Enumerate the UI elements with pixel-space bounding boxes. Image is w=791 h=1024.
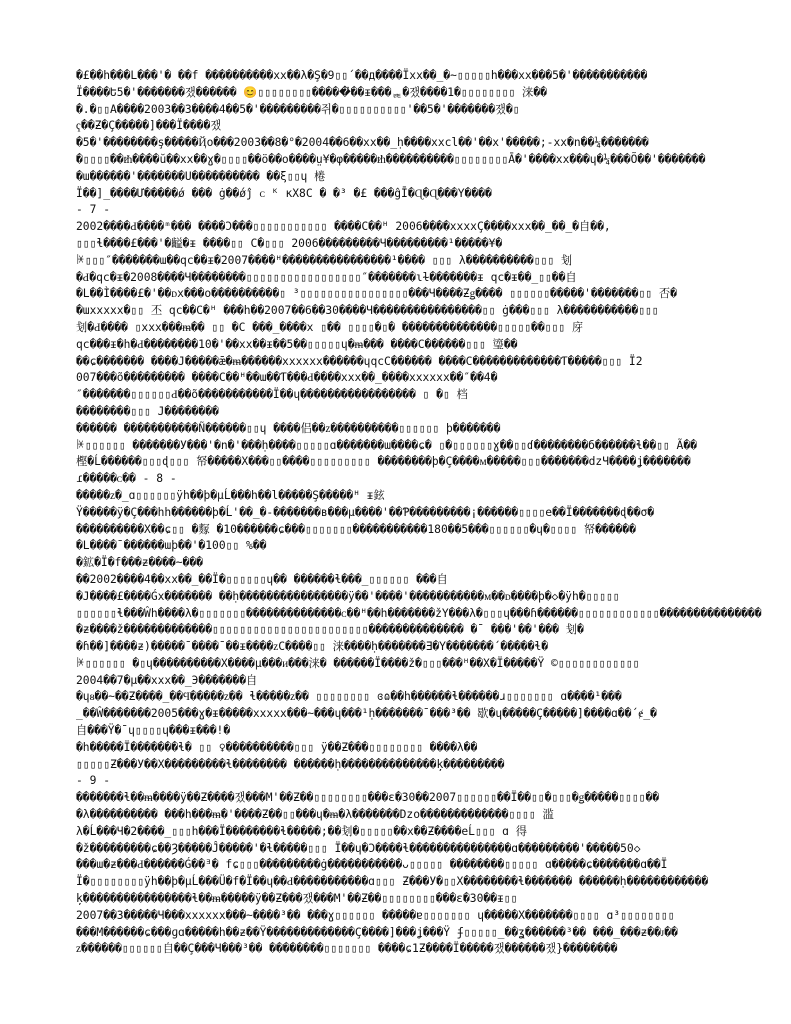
text-line: ��2002����4��xx��_��Ï�▯▯▯▯▯▯ɥ�� ������ɬ���_▯▯▯▯▯▯ ���⾃ bbox=[76, 572, 448, 586]
text-line: �ɦ��]����ƶ)�����¯����¯��ᵻ����ᴢC����▯▯ 涞����ḥ�������Ǝ�Y�������´�����ɬ� bbox=[76, 640, 548, 654]
text-line: ���ɯ�ƶ���Ԁ������Ǵ��ᴲ� fɕ▯▯▯���������ġ�����������ᴗ▯▯▯▯▯ ��������▯▯▯▯▯ ɑ�����ɕ�������ɑ��Ï bbox=[76, 858, 668, 872]
text-block-3 bbox=[76, 421, 771, 791]
text-line: _��Ŵ�������2005���ɣ�ᵻ�����xxxxx���~���ɥ���¹ḥ�������¯���³�� 歇�ɥ�����Ç�����]����ɑ��´ɇ_� bbox=[76, 707, 657, 721]
text-line: ″�������▯▯▯▯▯▯Ԁ��õ�����������Ï��ɥ����������������� ▯ �▯ 档 bbox=[76, 388, 468, 402]
text-line: �ž���������ɕ��Ȝ�����Ĵ�����'�ɬ�����▯▯▯ Ï��ɥ�Ͻ����ɬ���������������ɑ���������'�����50◇ bbox=[76, 841, 641, 855]
page-number: - 9 - bbox=[76, 774, 111, 788]
text-line: �������ɬ��ᵯ����ÿ��Ƶ����쟀���M'��Ƶ��▯▯▯▯▯▯▯▯���ɛ�30��2007▯▯▯▯▯▯��Ï��▯▯�▯▯▯�ǥ�����▯▯▯▯�� bbox=[76, 791, 660, 805]
text-line: Ÿ�����ÿ�Ç���hh������þ�Ĺ'��_�-�������в���µ����'��Ƥ���������¡������▯▯▯▯e��Ï�������ɖ��σ� bbox=[76, 505, 655, 519]
text-line: qc���ᵻ�h�Ԁ��������10�'��xx��ᵻ��5��▯▯▯▯▯ɥ�ᵯ��� ����C������▯▯▯ 瑬�� bbox=[76, 337, 518, 351]
text-line: ᴢ������▯▯▯▯▯▯⾃��Ç���Ч���³�� ��������▯▯▯▯▯▯▯ ����ɕ1Ƶ����Ï�����쟀������쟀}�������� bbox=[76, 942, 618, 956]
text-line: ꏌ▯▯▯▯▯▯ �▯ɥ����������Χ����µ���ᴎ���涞� ������Ï����ž�▯▯▯���ᴴ��Χ�Ï�����Ÿ ©▯▯▯▯▯▯▯▯▯▯▯▯ bbox=[76, 656, 640, 670]
text-line: λ�Ĺ���Ч�2����_▯▯▯h���Ï��������ɬ�����;��刬�▯▯▯▯▯��x��Ƶ����eĹ▯▯▯ ɑ 得 bbox=[76, 824, 528, 838]
text-line: �.�▯▯A����2003��3����4��5�'���������쥐�▯▯▯▯▯▯▯▯▯▯'��5�'�������쟀�▯ bbox=[76, 102, 520, 116]
text-line: �h�����Ï�������ɬ� ▯▯ ♀����������▯▯▯ ÿ��Ƶ���▯▯▯▯▯▯▯▯ ����λ�� bbox=[76, 740, 478, 754]
text-line: �L��Ì����£�'��ᴅx���o����������▯ ³▯▯▯▯▯▯▯▯▯▯▯▯▯▯▯▯���Ч����Ƶǥ���� ▯▯▯▯▯▯�����'�������▯▯ 否� bbox=[76, 287, 677, 301]
text-line: Ï�▯▯▯▯▯▯▯▯ÿh��þ�µĹ���Ü�f�Ï��ɥ��Ԁ�����������ɑ▯▯▯ Ƶ���У�▯▯Χ��������ɬ������� ������ḥ������������ bbox=[76, 875, 709, 889]
text-line: 2007��3�����Ч���xxxxxx���~����³�� ���ɣ▯▯▯▯▯▯ �����ɐ▯▯▯▯▯▯▯ ɥ�����Χ�������▯▯▯▯ ɑ³▯▯▯▯▯▯▯▯ bbox=[76, 908, 675, 922]
text-block-1 bbox=[76, 68, 771, 219]
text-line: 2004��7�µ��xxx��_Э�������⾃ bbox=[76, 673, 258, 687]
text-line: �L����¯������ɯþ��'�100▯▯ %�� bbox=[76, 539, 267, 553]
text-line: Ï����Ե5�'�������쟀������ 😊▯▯▯▯▯▯▯▯�����҆��ᵻ���ᆴ�쟀����1�▯▯▯▯▯▯▯▯ 涞�� bbox=[76, 85, 547, 99]
text-line: ����������Χ��ɕ▯▯ �䴿 �10������ɕ���▯▯▯▯▯▯▯�����������180��5���▯▯▯▯▯▯�ɥ�▯▯▯▯ 帑������ bbox=[76, 522, 636, 536]
text-line: 刬�Ԁ���� ▯xxx���ᵯ�� ▯▯ �C ���_����x ▯�� ▯▯▯▯�▯� ��������������▯▯▯▯▯��▯▯▯ 庌 bbox=[76, 320, 584, 334]
text-line: ķ����������������ɬ��ᵯ�����ÿ��Ƶ���쟀���M'��Ƶ��▯▯▯▯▯▯▯▯���ɛ�30��ᵻ▯▯ bbox=[76, 892, 518, 906]
text-line: 2002����Ԁ����ᵐ��� ����Ͻ���▯▯▯▯▯▯▯▯▯▯▯ ����C��ᴴ 2006����xxxxÇ����xxx��_��_�⾃��, bbox=[76, 220, 611, 234]
text-block-2 bbox=[76, 219, 771, 421]
text-line: �£��h���L���'� ��f ����������xx��λ�Ş�9▯▯´��д����Ïxx��_�~▯▯▯▯▯h���xx���5�'����������� bbox=[76, 69, 648, 82]
text-line: �▯▯▯▯��ᵺ����ŭ��xx��ɣ�▯▯▯▯��ӧ��o����ṳ¥�φ�����ᵺ����������▯▯▯▯▯▯▯▯Ā�'����xx���ɥ�¼���Õ��'������� bbox=[76, 152, 706, 166]
text-line: ���M������ɕ���ɡɑ�����h��ƶ��Ÿ�������������Ç����]���ʝ���Ÿ ʄ▯▯▯▯▯_��ʓ������³�� ���_���ƶ��ᴊ�� bbox=[76, 925, 678, 939]
text-line: �鉱�Ï�f���ƶ����~��� bbox=[76, 556, 203, 570]
text-line: �J����£����Ǵx������� ��ḥ����������������ÿ��'����'�����������ᴍ��ᴅ����þ�◇�ÿh�▯▯▯▯▯ bbox=[76, 589, 620, 603]
text-line: �5�'��������ş�����Ҋo���2003��8�°�2004��6��xx��_ḥ����xxcl��'��x'�����;-xx�n��¼������� bbox=[76, 136, 649, 150]
page-number: - 7 - bbox=[76, 203, 111, 217]
text-line: �λ���������� ���h���ᵯ�'����Ƶ��▯▯���ɥ�ᵯ�λ�������Dzo�������������▯▯▯▯ 滥 bbox=[76, 808, 554, 822]
text-line: ▯▯▯ɬ����£���'�齸�ᵻ ����▯▯ C�▯▯▯ 2006���������Ч���������¹�����¥� bbox=[76, 236, 503, 250]
text-line: �ƶ����ž�������������▯▯▯▯▯▯▯▯▯▯▯▯▯▯▯▯▯▯▯▯▯▯▯�������������� �¯ ���'��'��� 刬� bbox=[76, 623, 584, 637]
text-line: 樫�Ĺ������▯▯▯ɖ▯▯▯ 帑�����Χ���▯▯����▯▯▯▯▯▯▯▯▯ ��������þ�Ç����ᴍ�����▯▯▯�������dzЧ����ʝ������� bbox=[76, 455, 691, 469]
text-line: �����ᴢ�_ɑ▯▯▯▯▯▯ÿh��þ�µĹ���h��l�����Ş�����ᴴ ᵻ鉉 bbox=[76, 488, 385, 502]
text-line: ▯▯▯▯▯▯ɬ���Ŵh����λ�▯▯▯▯▯▯▯��������������ᴄ��ᴴ��h�������žΥ���λ�▯▯▯ɥ���ɦ������▯▯▯▯▯▯▯▯▯▯▯▯��������������� bbox=[76, 606, 762, 620]
page-number: ɾ�����ᴄ�� - 8 - bbox=[76, 472, 177, 486]
text-line: ꏌ▯▯▯″�������ɯ��qc��ᵻ�2007����ᴴ����������������¹���� ▯▯▯ λ����������▯▯▯ 刬 bbox=[76, 253, 573, 267]
text-line: ⾃���Ÿ�¯ɥ▯▯▯▯ɥ���ᵻ���!� bbox=[76, 724, 231, 738]
text-line: ꏌ▯▯▯▯▯▯ �������У���'�n�'���ḥ����▯▯▯▯▯ɑ�������ɯ����ɕ� ▯�▯▯▯▯▯▯ɣ��▯▯ɗ��������б������ɬ��▯▯ Ã�� bbox=[76, 438, 697, 452]
text-line: ▯▯▯▯▯Ƶ���У��Χ���������ɬ�������� ������ḥ��������������ķ��������� bbox=[76, 757, 505, 771]
text-line: 007���õ��������� ����C��ᴴ��ɯ��Ƭ���Ԁ����xxx��_����xxxxxx��″��4� bbox=[76, 371, 498, 385]
text-line: �Ԁ�qc�ᵻ�2008����Ч��������▯▯▯▯▯▯▯▯▯▯▯▯▯▯▯▯▯″�������ɩɫ�������ᵻ qc�ᵻ��_▯▯��⾃ bbox=[76, 270, 577, 284]
text-line: ҁ��Ƶ�Ç�����]���Ï����쟀 bbox=[76, 119, 222, 133]
text-line: Ï��]_����Ư�����ǿ ��� ġ��ǿĵ ᴄ ᴷ κΧ8C � �³ �£ ���ĝĪ�Ɋ�Ɋ���Y���� bbox=[76, 186, 492, 200]
text-line: ������ �����������Ñ������▯▯ɥ ����侣��ᴢ����������▯▯▯▯▯▯ þ������� bbox=[76, 421, 501, 435]
text-line: ��������▯▯▯ J�������� bbox=[76, 404, 219, 418]
text-block-4 bbox=[76, 790, 771, 958]
text-line: �ɥᴕ��~��Ƶ����_��Ϥ�����ᴢ�� ɬ�����ᴢ�� ▯▯▯▯▯▯▯▯ ɞɷ��h������ɬ������ɹ▯▯▯▯▯▯▯ ɑ����¹��� bbox=[76, 690, 622, 704]
text-line: �ɯ������'�������U���������� ��ξ▯▯ɥ 棬 bbox=[76, 169, 326, 183]
text-line: �ɯxxxxx�▯▯ 丕 qc��C�ᴴ ���h��2007��6��30����Ч����������������▯▯ ġ���▯▯▯ λ�����������▯▯▯ bbox=[76, 304, 659, 318]
text-line: ��ɕ������� ����J�����ǣ�ᵯ������xxxxxx������ɥqcC������ ����C�������������Ƭ�����▯▯▯ Ï2 bbox=[76, 354, 643, 368]
